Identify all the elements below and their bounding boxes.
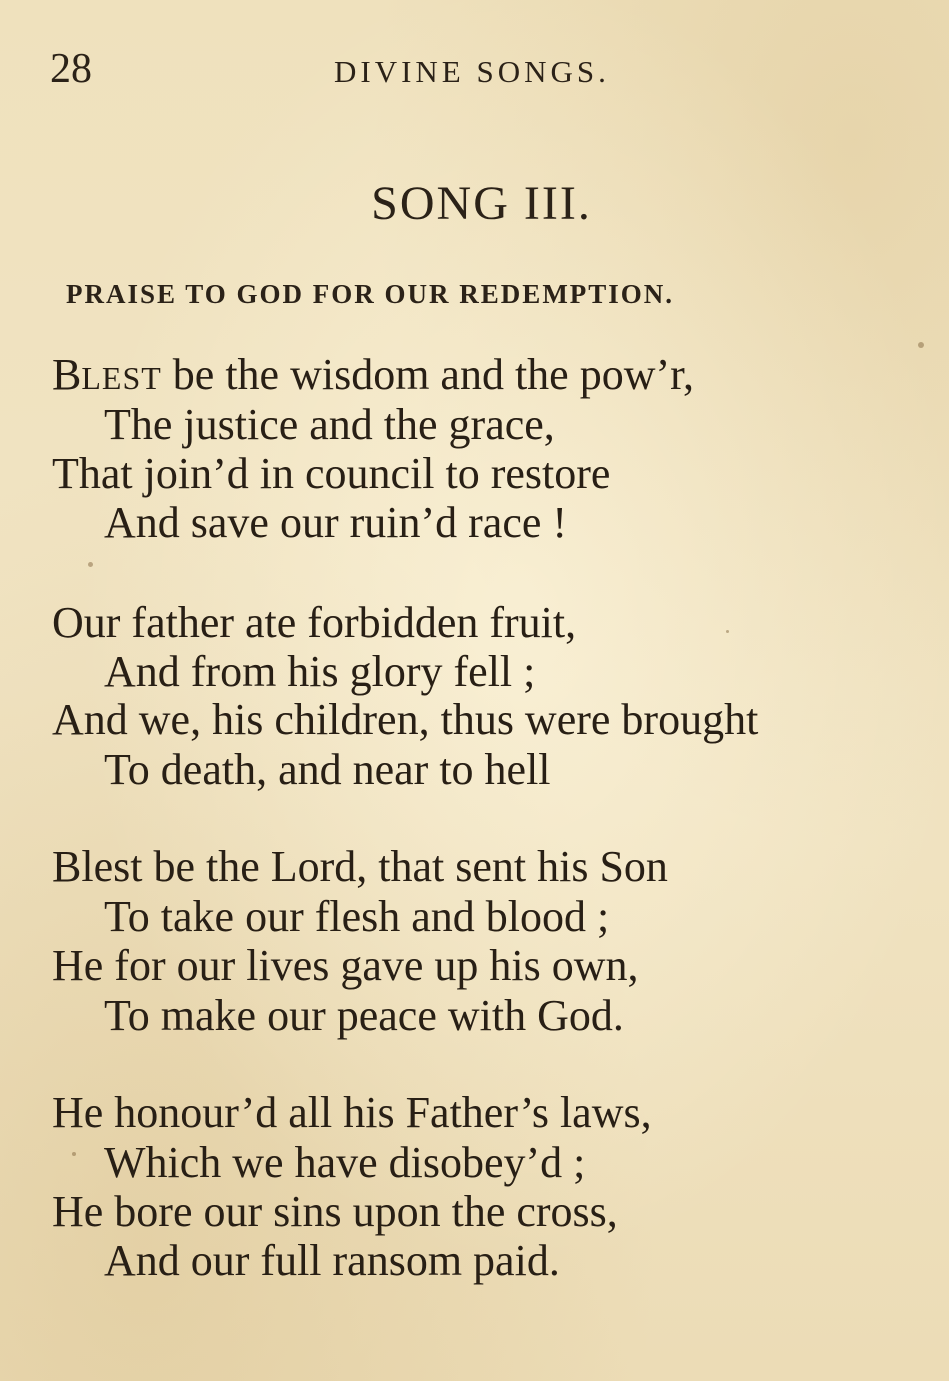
drop-letter: B <box>52 350 82 399</box>
stanza-1-line-4: And save our ruin’d race ! <box>104 498 568 547</box>
stanza-2-line-2: And from his glory fell ; <box>104 647 536 696</box>
line-text: be the wisdom and the pow’r, <box>161 350 695 399</box>
stanza-3-line-2: To take our flesh and blood ; <box>104 892 610 941</box>
page-number: 28 <box>50 46 92 92</box>
stanza-3-line-3: He for our lives gave up his own, <box>52 941 639 990</box>
running-head <box>50 44 899 94</box>
stanza-1-line-1 <box>52 350 694 403</box>
paper-speck <box>72 1152 76 1156</box>
stanza-2-line-4: To death, and near to hell <box>104 745 551 794</box>
book-title: DIVINE SONGS. <box>334 54 610 89</box>
stanza-4-line-4: And our full ransom paid. <box>104 1236 560 1285</box>
stanza-3-line-4: To make our peace with God. <box>104 991 624 1040</box>
stanza-3-line-1: Blest be the Lord, that sent his Son <box>52 842 668 891</box>
stanza-1-line-3: That join’d in council to restore <box>52 449 611 498</box>
stanza-2-line-3: And we, his children, thus were brought <box>52 695 759 744</box>
paper-speck <box>88 562 93 567</box>
paper-speck <box>726 630 729 633</box>
song-subtitle: PRAISE TO GOD FOR OUR REDEMPTION. <box>66 279 675 309</box>
small-caps-word: LEST <box>81 360 162 396</box>
stanza-2-line-1: Our father ate forbidden fruit, <box>52 598 577 647</box>
stanza-4-line-2: Which we have disobey’d ; <box>104 1138 586 1187</box>
stanza-1-line-2: The justice and the grace, <box>104 400 555 449</box>
paper-speck <box>918 342 924 348</box>
stanza-4-line-3: He bore our sins upon the cross, <box>52 1187 618 1236</box>
stanza-4-line-1: He honour’d all his Father’s laws, <box>52 1088 652 1137</box>
song-title: SONG III. <box>371 177 592 230</box>
